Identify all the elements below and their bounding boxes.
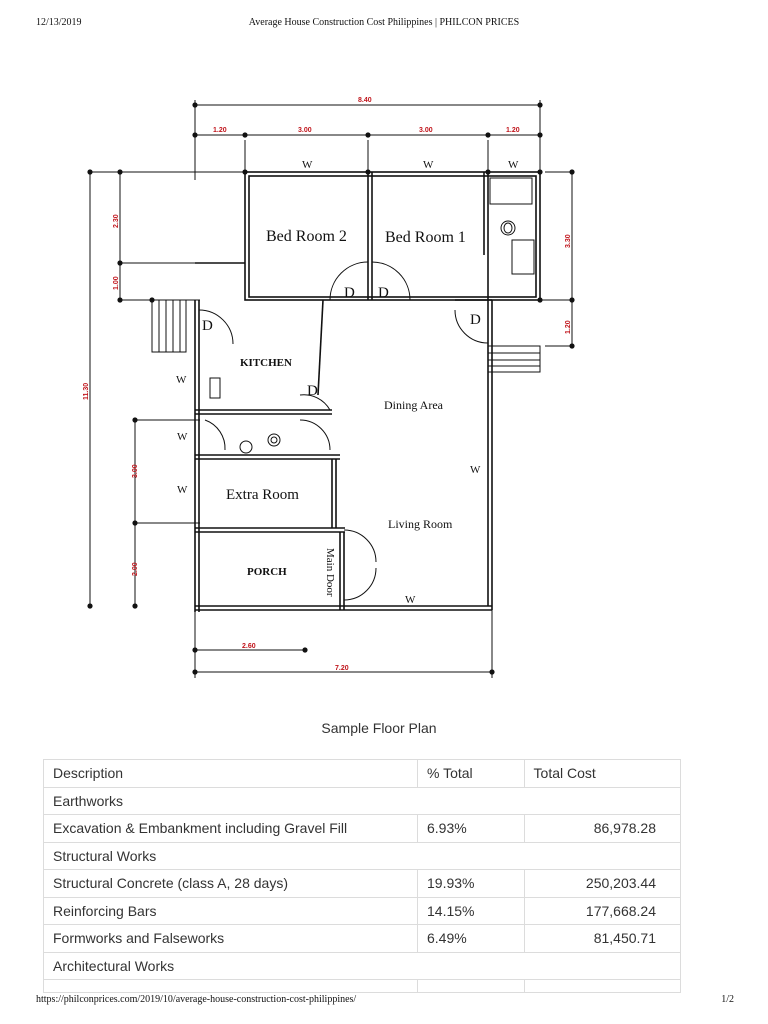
empty-cell (524, 980, 680, 993)
door-mark: D (202, 318, 213, 334)
window-mark: W (405, 594, 416, 606)
dimension-top-4: 1.20 (506, 127, 520, 134)
table-row (44, 870, 681, 898)
percent-cell: 6.93% (418, 815, 525, 843)
room-label-bedroom-2: Bed Room 2 (266, 228, 347, 245)
description-cell: Reinforcing Bars (44, 897, 418, 925)
print-page-number: 1/2 (721, 994, 734, 1005)
dimension-left-2: 1.00 (113, 276, 120, 290)
room-label-dining: Dining Area (384, 398, 443, 412)
dimension-right-2: 1.20 (565, 320, 572, 334)
dimension-left-3: 3.00 (132, 464, 139, 478)
table-row (44, 925, 681, 953)
percent-cell: 19.93% (418, 870, 525, 898)
table-row (44, 815, 681, 843)
room-label-porch: PORCH (247, 566, 287, 578)
room-label-kitchen: KITCHEN (240, 357, 292, 369)
table-row (44, 980, 681, 993)
empty-cell (44, 980, 418, 993)
cost-cell: 81,450.71 (524, 925, 680, 953)
table-section-row (44, 842, 681, 870)
room-label-living: Living Room (388, 517, 453, 531)
cost-breakdown-table (43, 759, 681, 993)
column-header-description: Description (44, 760, 418, 788)
dimension-top-3: 3.00 (419, 127, 433, 134)
dimension-total-top: 8.40 (358, 97, 372, 104)
percent-cell: 6.49% (418, 925, 525, 953)
cost-cell: 177,668.24 (524, 897, 680, 925)
door-mark: D (378, 285, 389, 301)
cost-cell: 86,978.28 (524, 815, 680, 843)
section-label: Structural Works (44, 842, 681, 870)
print-page-title: Average House Construction Cost Philippines | PHILCON PRICES (248, 17, 520, 28)
dimension-left-total: 11.30 (83, 382, 90, 400)
window-mark: W (508, 159, 519, 171)
window-mark: W (177, 431, 188, 443)
section-label: Earthworks (44, 787, 681, 815)
table-header-row (44, 760, 681, 788)
window-mark: W (177, 484, 188, 496)
dimension-left-4: 2.00 (132, 562, 139, 576)
door-mark: D (470, 312, 481, 328)
dimension-right-1: 3.30 (565, 234, 572, 248)
door-mark: D (307, 383, 318, 399)
room-label-bedroom-1: Bed Room 1 (385, 229, 466, 246)
column-header-total-cost: Total Cost (524, 760, 680, 788)
window-mark: W (423, 159, 434, 171)
empty-cell (418, 980, 525, 993)
section-label: Architectural Works (44, 952, 681, 980)
dimension-top-2: 3.00 (298, 127, 312, 134)
table-section-row (44, 952, 681, 980)
window-mark: W (470, 464, 481, 476)
dimension-bottom-1: 2.60 (242, 643, 256, 650)
print-url: https://philconprices.com/2019/10/average-house-construction-cost-philippines/ (36, 994, 357, 1005)
description-cell: Formworks and Falseworks (44, 925, 418, 953)
column-header-percent-total: % Total (418, 760, 525, 788)
room-label-main-door: Main Door (324, 548, 336, 597)
cost-cell: 250,203.44 (524, 870, 680, 898)
percent-cell: 14.15% (418, 897, 525, 925)
room-label-extra: Extra Room (226, 487, 299, 503)
window-mark: W (176, 374, 187, 386)
window-mark: W (302, 159, 313, 171)
print-date: 12/13/2019 (36, 17, 82, 28)
door-mark: D (344, 285, 355, 301)
table-section-row (44, 787, 681, 815)
description-cell: Excavation & Embankment including Gravel Fill (44, 815, 418, 843)
dimension-bottom-total: 7.20 (335, 665, 349, 672)
description-cell: Structural Concrete (class A, 28 days) (44, 870, 418, 898)
floor-plan-drawing (60, 90, 590, 690)
dimension-top-1: 1.20 (213, 127, 227, 134)
floor-plan-caption: Sample Floor Plan (321, 720, 437, 736)
table-row (44, 897, 681, 925)
dimension-left-1: 2.30 (113, 214, 120, 228)
